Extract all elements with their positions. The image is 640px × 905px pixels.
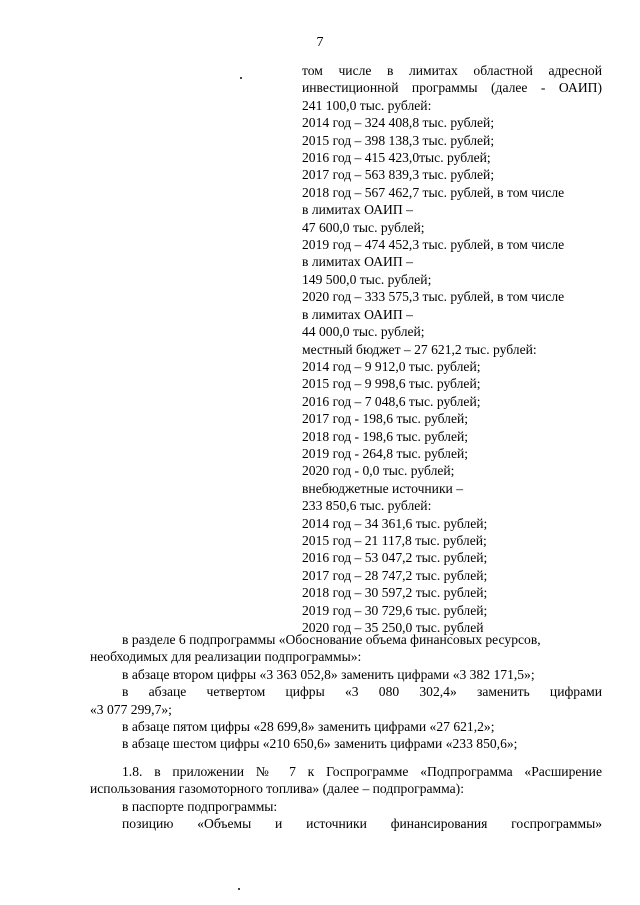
scan-speck (238, 888, 240, 890)
text-line: внебюджетные источники – (302, 480, 464, 496)
text-line: 2014 год – 34 361,6 тыс. рублей; (302, 515, 488, 531)
text-line: 2019 год – 474 452,3 тыс. рублей, в том числе (302, 237, 565, 253)
text-line: 2014 год – 9 912,0 тыс. рублей; (302, 358, 481, 374)
text-line: 2020 год - 0,0 тыс. рублей; (302, 463, 455, 479)
paragraph-1-8-line1: 1.8. в приложении № 7 к Госпрограмме «Подпрограмма «Расширение (122, 763, 602, 779)
text-line: 2020 год – 333 575,3 тыс. рублей, в том числе (302, 289, 565, 305)
text-line: в лимитах ОАИП – (302, 202, 413, 218)
text-line: 2019 год – 30 729,6 тыс. рублей; (302, 602, 488, 618)
text-line: в лимитах ОАИП – (302, 306, 413, 322)
text-line: в лимитах ОАИП – (302, 254, 413, 270)
paragraph-abzac-4-line1: в абзаце четвертом цифры «3 080 302,4» заменить цифрами (122, 684, 602, 700)
text-line: 2015 год – 398 138,3 тыс. рублей; (302, 132, 495, 148)
text-line: 233 850,6 тыс. рублей: (302, 498, 432, 514)
paragraph-abzac-5: в абзаце пятом цифры «28 699,8» заменить цифрами «27 621,2»; (122, 719, 495, 735)
text-line: 2016 год – 7 048,6 тыс. рублей; (302, 393, 481, 409)
text-line: 47 600,0 тыс. рублей; (302, 219, 425, 235)
text-line: 2015 год – 21 117,8 тыс. рублей; (302, 532, 487, 548)
text-line: 2017 год - 198,6 тыс. рублей; (302, 411, 469, 427)
text-line: 44 000,0 тыс. рублей; (302, 324, 425, 340)
text-line: 2017 год – 563 839,3 тыс. рублей; (302, 167, 495, 183)
text-line: 2017 год – 28 747,2 тыс. рублей; (302, 567, 488, 583)
text-line: инвестиционной программы (далее - ОАИП) (302, 80, 602, 96)
text-line: том числе в лимитах областной адресной (302, 63, 602, 78)
amendments-text (90, 631, 602, 832)
paragraph-passport: в паспорте подпрограммы: (122, 798, 278, 814)
paragraph-section6-line2: необходимых для реализации подпрограммы»: (90, 649, 362, 665)
paragraph-abzac-2: в абзаце втором цифры «3 363 052,8» заменить цифрами «3 382 171,5»; (122, 666, 535, 682)
text-line: 2016 год – 53 047,2 тыс. рублей; (302, 550, 488, 566)
paragraph-abzac-6: в абзаце шестом цифры «210 650,6» заменить цифрами «233 850,6»; (122, 736, 518, 752)
paragraph-position: позицию «Объемы и источники финансирования госпрограммы» (122, 816, 602, 832)
text-line: 2018 год – 567 462,7 тыс. рублей, в том числе (302, 184, 565, 200)
paragraph-1-8-line2: использования газомоторного топлива» (далее – подпрограмма): (90, 781, 464, 797)
text-line: местный бюджет – 27 621,2 тыс. рублей: (302, 341, 537, 357)
text-line: 2019 год - 264,8 тыс. рублей; (302, 445, 469, 461)
paragraph-abzac-4-line2: «3 077 299,7»; (90, 701, 172, 717)
text-line: 2015 год – 9 998,6 тыс. рублей; (302, 376, 481, 392)
text-line: 241 100,0 тыс. рублей: (302, 97, 432, 113)
paragraph-section6-line1: в разделе 6 подпрограммы «Обоснование объема финансовых ресурсов, (122, 632, 541, 647)
text-line: 2018 год – 30 597,2 тыс. рублей; (302, 585, 488, 601)
page-number: 7 (316, 35, 324, 50)
financing-column (302, 62, 602, 636)
text-line: 2020 год – 35 250,0 тыс. рублей (302, 620, 484, 635)
text-line: 2014 год – 324 408,8 тыс. рублей; (302, 115, 495, 131)
scan-speck (240, 77, 242, 79)
text-line: 149 500,0 тыс. рублей; (302, 271, 432, 287)
text-line: 2016 год – 415 423,0тыс. рублей; (302, 150, 491, 166)
text-line: 2018 год - 198,6 тыс. рублей; (302, 428, 469, 444)
